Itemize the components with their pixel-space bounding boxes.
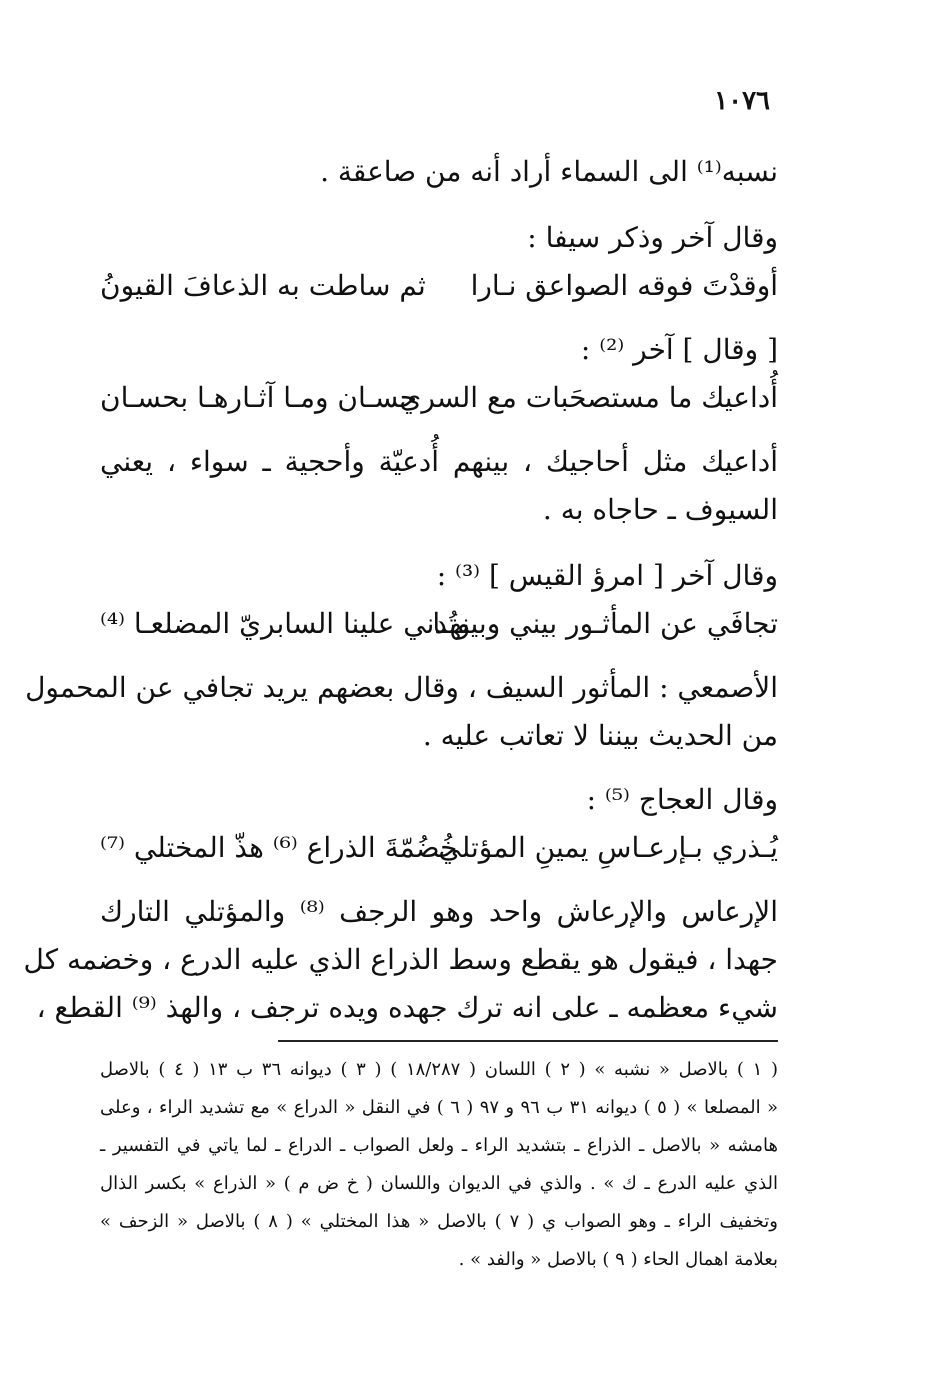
verse-first-hemistich: أُداعيك ما مستصحَبات مع السري [399,381,778,414]
text-line: نسبه⁽¹⁾ الى السماء أراد أنه من صاعقة . [320,155,778,188]
verse-first-hemistich: تجافَي عن المأثـور بيني وبينهـا [432,607,778,640]
text-line: [ وقال ] آخر ⁽²⁾ : [580,333,778,366]
footnote-line: بعلامة اهمال الحاء ( ٩ ) بالاصل « والفد » . [458,1249,778,1270]
text-line: وقال آخر وذكر سيفا : [527,221,778,254]
verse-line [100,828,778,868]
footnote-line: هامشه « بالاصل ـ الذراع ـ بتشديد الراء ـ ولعل الصواب ـ الدراع ـ لما ياتي في التفسير ـ [100,1135,778,1156]
footnote-line: « المصلعا » ( ٥ ) ديوانه ٣١ ب ٩٦ و ٩٧ ( ٦ ) في النقل « الدراع » مع تشديد الراء ، وعلى [100,1097,778,1118]
text-line: وقال آخر [ امرؤ القيس ] ⁽³⁾ : [436,559,778,592]
text-line: شيء معظمه ـ على انه ترك جهده ويده ترجف ، والهذ ⁽⁹⁾ القطع ، [36,991,778,1024]
text-line: جهدا ، فيقول هو يقطع وسط الذراع الذي عليه الدرع ، وخضمه كل [23,943,778,976]
footnote-divider [278,1040,778,1042]
verse-line [100,266,778,306]
text-line: السيوف ـ حاجاه به . [542,493,778,526]
page-number: ١٠٧٦ [714,86,770,116]
verse-second-hemistich: خُضُمّةَ الذراع ⁽⁶⁾ هذّ المختلي ⁽⁷⁾ [100,831,458,864]
verse-first-hemistich: أوقدْتَ فوقه الصواعق نـارا [470,269,778,302]
verse-second-hemistich: ثم ساطت به الذعافَ القيونُ [100,269,426,302]
verse-second-hemistich: وتُدني علينا السابريّ المضلعـا ⁽⁴⁾ [100,607,471,640]
verse-line [100,378,778,418]
text-line: الأصمعي : المأثور السيف ، وقال بعضهم يريد تجافي عن المحمول [25,671,778,704]
text-line: الإرعاس والإرعاش واحد وهو الرجف ⁽⁸⁾ والمؤتلي التارك [100,895,779,928]
verse-first-hemistich: يُـذري بـإرعـاسِ يمينِ المؤتلي [438,831,778,864]
verse-second-hemistich: حسـان ومـا آثـارهـا بحسـان [100,381,418,414]
footnote-line: وتخفيف الراء ـ وهو الصواب ي ( ٧ ) بالاصل « هذا المختلي » ( ٨ ) بالاصل « الزحف » [100,1211,778,1232]
text-line: وقال العجاج ⁽⁵⁾ : [586,783,778,816]
text-line: من الحديث بيننا لا تعاتب عليه . [422,719,778,752]
verse-line [100,604,778,644]
footnote-line: ( ١ ) بالاصل « نشبه » ( ٢ ) اللسان ( ١٨/٢٨٧ ) ( ٣ ) ديوانه ٣٦ ب ١٣ ( ٤ ) بالاصل [100,1059,779,1080]
text-line: أداعيك مثل أحاجيك ، بينهم أُدعيّة وأحجية ـ سواء ، يعني [100,445,778,478]
footnote-line: الذي عليه الدرع ـ ك » . والذي في الديوان واللسان ( خ ض م ) « الذراع » بكسر الذال [100,1173,778,1194]
